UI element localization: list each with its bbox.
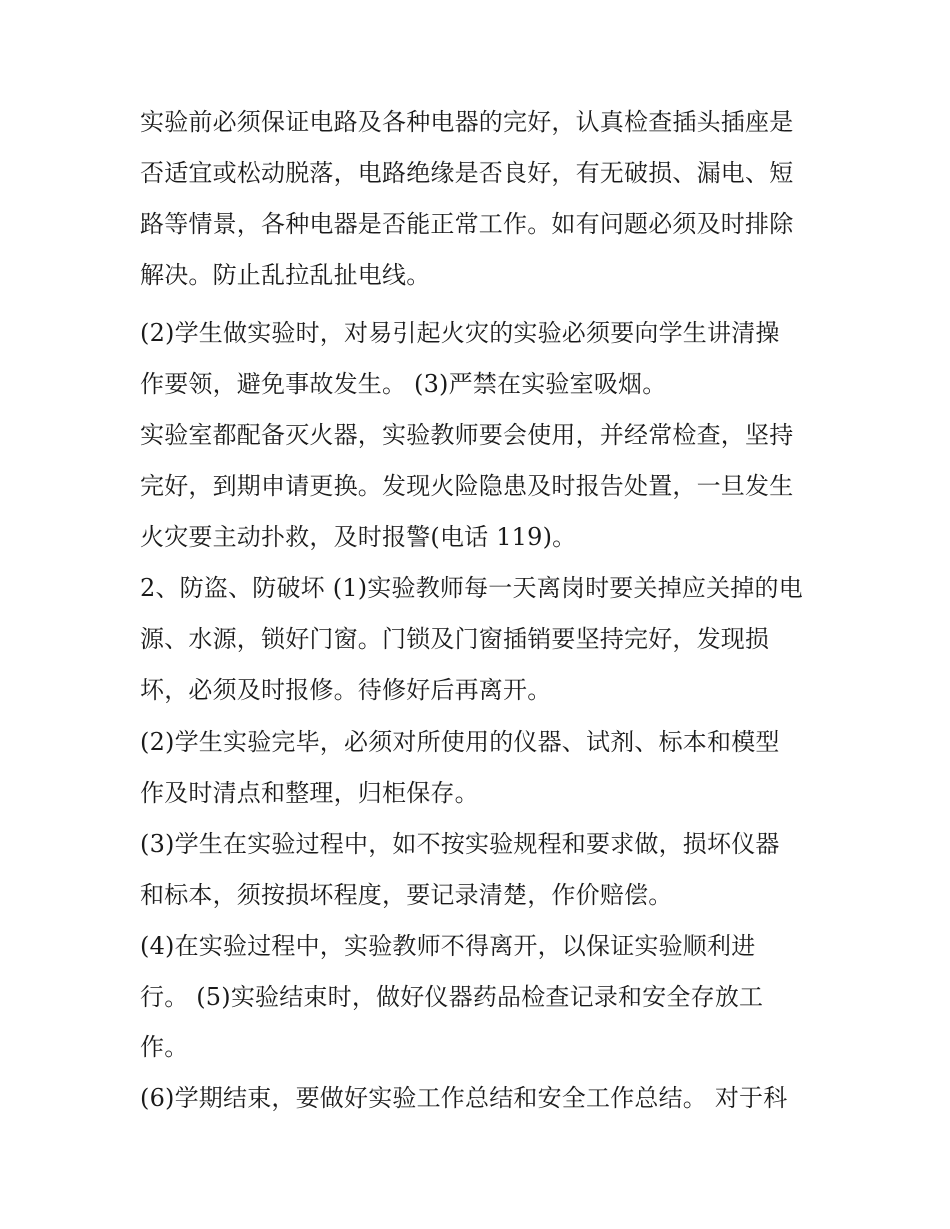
text-line: 完好，到期申请更换。发现火险隐患及时报告处置，一旦发生 <box>140 472 794 500</box>
text-line: 实验室都配备灭火器，实验教师要会使用，并经常检查，坚持 <box>140 421 794 449</box>
text-line: 作。 <box>140 1033 189 1061</box>
text-line: 作及时清点和整理，归柜保存。 <box>140 779 479 807</box>
text-line: 路等情景，各种电器是否能正常工作。如有问题必须及时排除 <box>140 210 794 238</box>
text-line: 实验前必须保证电路及各种电器的完好，认真检查插头插座是 <box>140 108 794 136</box>
text-line: (2)学生实验完毕，必须对所使用的仪器、试剂、标本和模型 <box>140 728 780 756</box>
text-line: 火灾要主动扑救，及时报警(电话 119)。 <box>140 523 577 551</box>
text-line: 否适宜或松动脱落，电路绝缘是否良好，有无破损、漏电、短 <box>140 159 794 187</box>
text-line: 源、水源，锁好门窗。门锁及门窗插销要坚持完好，发现损 <box>140 625 770 653</box>
text-line: 和标本，须按损坏程度，要记录清楚，作价赔偿。 <box>140 881 673 909</box>
text-line: 坏，必须及时报修。待修好后再离开。 <box>140 676 552 704</box>
text-line: 作要领，避免事故发生。 (3)严禁在实验室吸烟。 <box>140 370 667 398</box>
text-line: 解决。防止乱拉乱扯电线。 <box>140 261 431 289</box>
text-line: (2)学生做实验时，对易引起火灾的实验必须要向学生讲清操 <box>140 319 780 347</box>
text-line: (4)在实验过程中，实验教师不得离开，以保证实验顺利进 <box>140 932 756 960</box>
text-line: (3)学生在实验过程中，如不按实验规程和要求做，损坏仪器 <box>140 830 780 858</box>
text-line: 行。 (5)实验结束时，做好仪器药品检查记录和安全存放工 <box>140 983 764 1011</box>
text-line: (6)学期结束，要做好实验工作总结和安全工作总结。 对于科 <box>140 1084 788 1112</box>
text-line: 2、防盗、防破坏 (1)实验教师每一天离岗时要关掉应关掉的电 <box>140 574 803 602</box>
